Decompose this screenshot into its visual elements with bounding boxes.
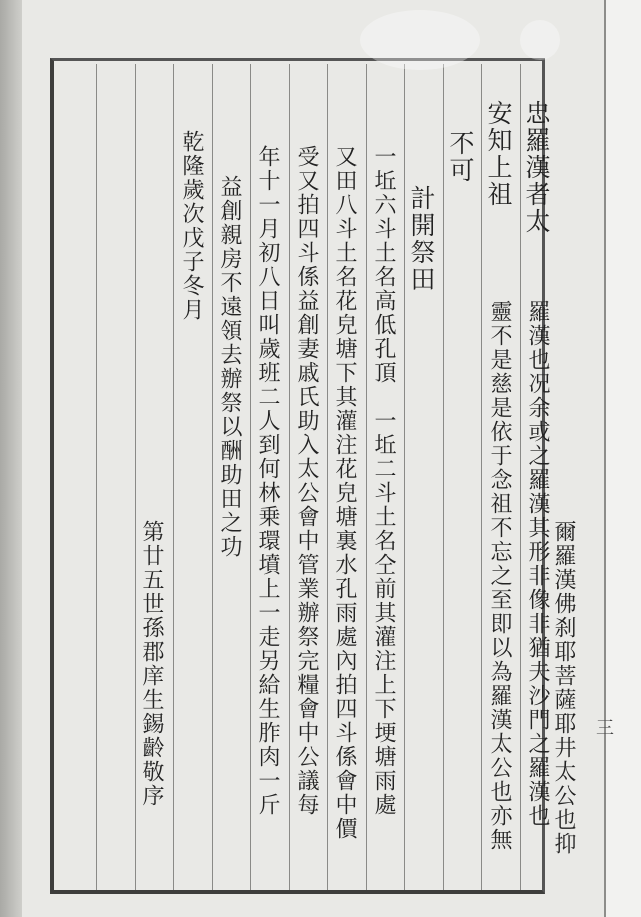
side-note: 爾羅漢佛刹耶菩薩耶井太公也抑 (551, 520, 576, 856)
signature-line: 第廿五世孫郡庠生錫齡敬序 (139, 520, 164, 808)
paper-stain (520, 20, 560, 60)
text-column-8: 年十一月初八日叫歲班二人到何林乗環墳上一走另給生胙肉一斤 (255, 145, 280, 817)
text-column-6: 又田八斗土名花皃塘下其灌注花皃塘裏水孔雨處內拍四斗係會中價 (332, 145, 357, 841)
column-rule (404, 64, 405, 890)
text-column-4: 計開祭田 (407, 185, 436, 293)
text-column-5: 一坵六斗土名高低孔頂 一坵二斗土名仝前其灌注上下埂塘雨處 (371, 145, 396, 817)
text-column-9: 益創親房不遠領去辦祭以酬助田之功 (217, 175, 242, 559)
column-rule (173, 64, 174, 890)
column-rule (289, 64, 290, 890)
column-rule (96, 64, 97, 890)
column-rule (327, 64, 328, 890)
column-rule (443, 64, 444, 890)
book-spine (0, 0, 22, 917)
column-rule (520, 64, 521, 890)
right-margin (604, 0, 641, 917)
column-rule (366, 64, 367, 890)
column-rule (481, 64, 482, 890)
text-column-2b: 靈不是慈是依于念祖不忘之至即以為羅漢太公也亦無 (487, 300, 512, 852)
column-rule (250, 64, 251, 890)
text-column-3: 不可 (446, 130, 475, 184)
paper-stain (360, 10, 480, 70)
page-number: 三 (593, 718, 614, 736)
text-column-7: 受又拍四斗係益創妻戚氏助入太公會中管業辦祭完糧會中公議每 (294, 145, 319, 817)
column-rule (212, 64, 213, 890)
text-column-2a: 安知上祖 (484, 100, 513, 208)
column-rule (135, 64, 136, 890)
date-line: 乾隆歲次戊子冬月 (179, 130, 204, 322)
text-column-1a: 忠羅漢者太 (522, 100, 551, 235)
text-column-1b: 羅漢也况余或之羅漢其形非像非猶夫沙門之羅漢也 (525, 300, 550, 828)
